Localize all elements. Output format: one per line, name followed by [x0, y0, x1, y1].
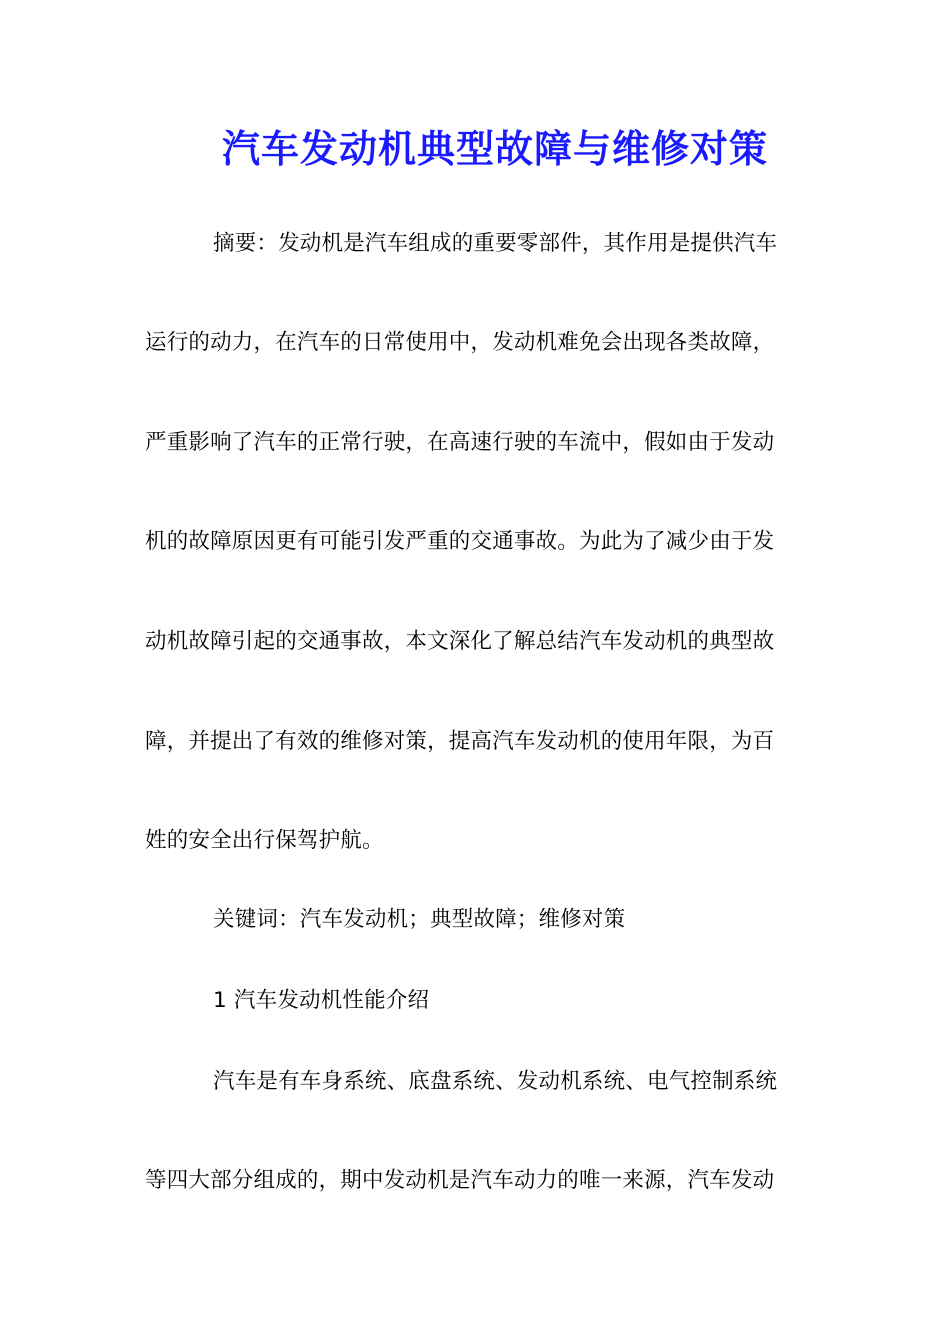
abstract-line-2: 运行的动力，在汽车的日常使用中，发动机难免会出现各类故障，	[145, 330, 775, 355]
abstract-line-7: 姓的安全出行保驾护航。	[145, 828, 384, 853]
section-heading: 1 汽车发动机性能介绍	[213, 988, 430, 1013]
body-line-2: 等四大部分组成的，期中发动机是汽车动力的唯一来源，汽车发动	[145, 1168, 775, 1193]
abstract-line-5: 动机故障引起的交通事故，本文深化了解总结汽车发动机的典型故	[145, 629, 775, 654]
document-title: 汽车发动机典型故障与维修对策	[221, 126, 768, 171]
keywords-line: 关键词：汽车发动机；典型故障；维修对策	[213, 907, 626, 932]
abstract-line-1: 摘要：发动机是汽车组成的重要零部件，其作用是提供汽车	[213, 231, 778, 256]
abstract-line-3: 严重影响了汽车的正常行驶，在高速行驶的车流中，假如由于发动	[145, 430, 775, 455]
abstract-line-6: 障，并提出了有效的维修对策，提高汽车发动机的使用年限，为百	[145, 729, 775, 754]
body-line-1: 汽车是有车身系统、底盘系统、发动机系统、电气控制系统	[213, 1069, 778, 1094]
abstract-line-4: 机的故障原因更有可能引发严重的交通事故。为此为了减少由于发	[145, 529, 775, 554]
